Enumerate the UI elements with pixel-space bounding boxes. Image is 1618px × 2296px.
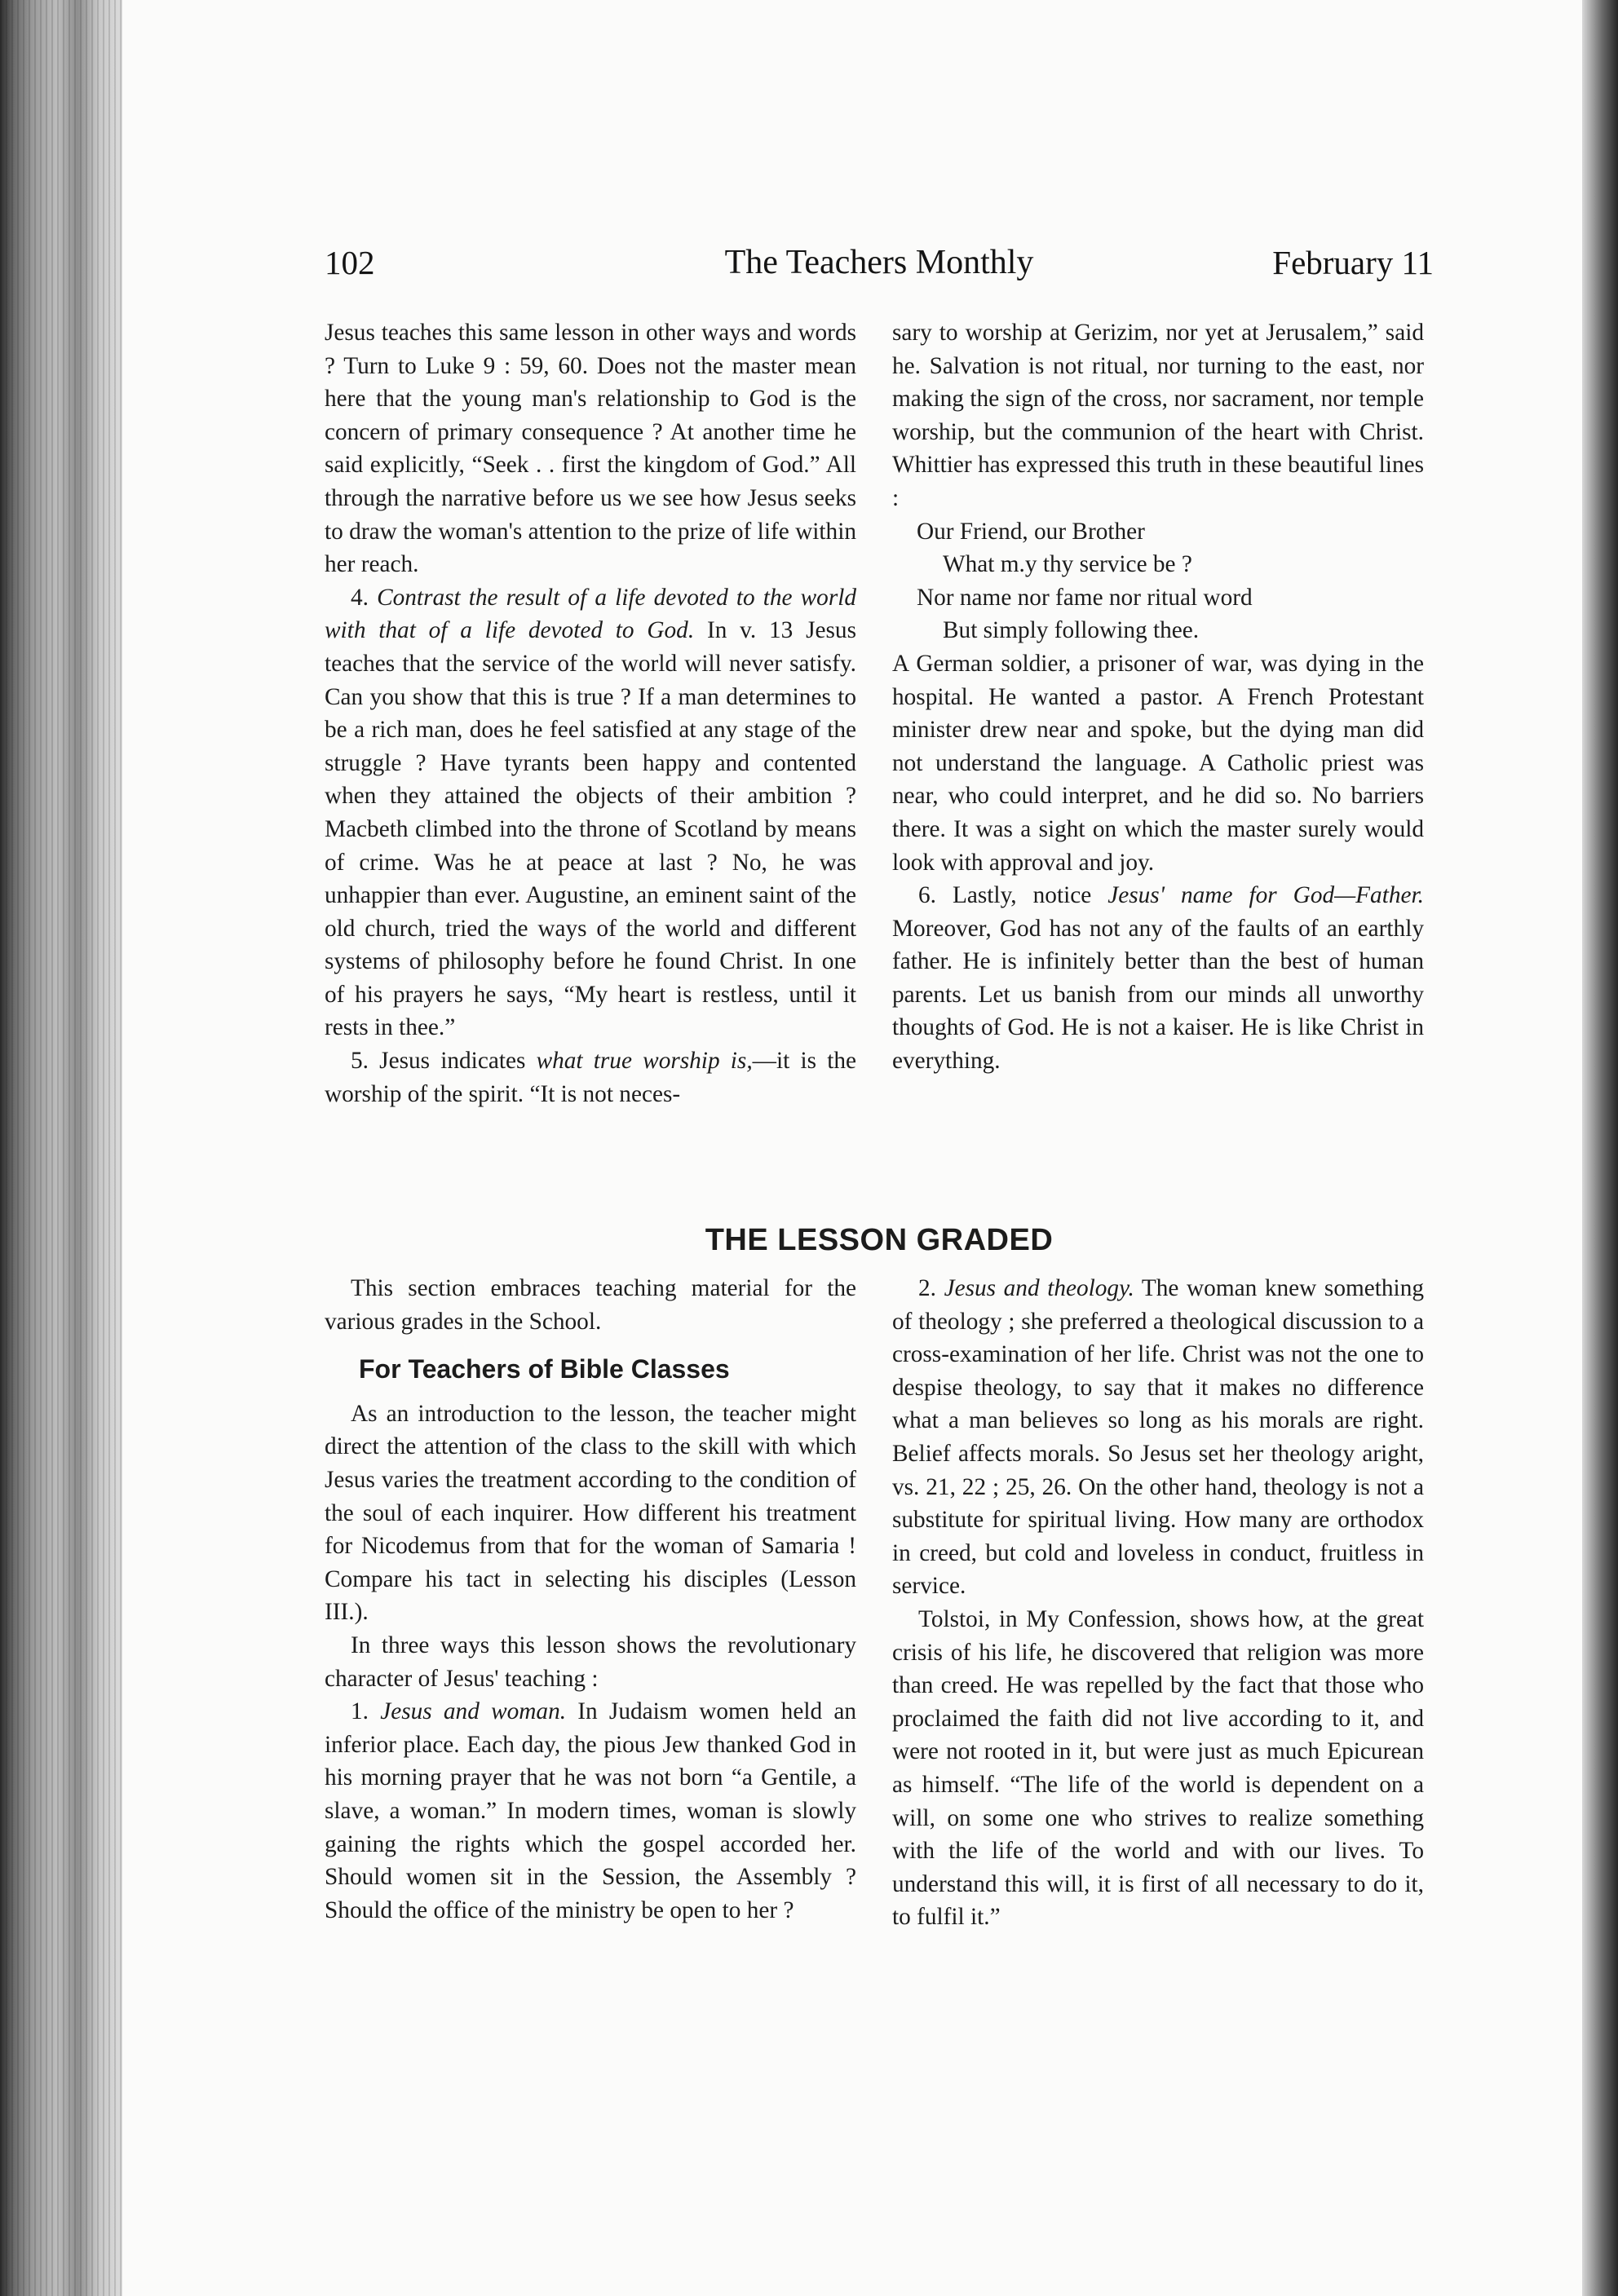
paragraph: Jesus teaches this same lesson in other ways and words ? Turn to Luke 9 : 59, 60. Does not the master mean here that the young man's relationship to God is the concern of primary consequence ? At another time he said explicitly, “Seek . . first the kingdom of God.” All through the narrative before us we see how Jesus seeks to draw the woman's attention to the prize of life within her reach. (325, 320, 856, 578)
top-left-column (325, 316, 856, 1110)
poem-line: Our Friend, our Brother (917, 518, 1145, 545)
paragraph: This section embraces teaching material for the various grades in the School. (325, 1275, 856, 1335)
paragraph: 4. Contrast the result of a life devoted to the world with that of a life devoted to God. In v. 13 Jesus teaches that the service of the world will never satisfy. Can you show that this is true ? If a man determines to be a rich man, does he feel satisfied at any stage of the struggle ? Have tyrants been happy and contented when they attained the objects of their ambition ? Macbeth climbed into the throne of Scotland by means of crime. Was he at peace at last ? No, he was unhappier than ever. Augustine, an eminent saint of the old church, tried the ways of the world and different systems of philosophy before he found Christ. In one of his prayers he says, “My heart is restless, until it rests in thee.” (325, 584, 857, 1041)
subheading: For Teachers of Bible Classes (359, 1354, 730, 1384)
paragraph: A German soldier, a prisoner of war, was dying in the hospital. He wanted a pastor. A French Protestant minister drew near and spoke, but the dying man did not understand the language. A Catholic priest was near, who could interpret, and he did so. No barriers there. It was a sight on which the master surely would look with approval and joy. (892, 650, 1424, 876)
paragraph: sary to worship at Gerizim, nor yet at Jerusalem,” said he. Salvation is not ritual, nor turning to the east, nor making the sign of the cross, nor sacrament, nor temple worship, but the communion of the heart with Christ. Whittier has expressed this truth in these beautiful lines : (892, 320, 1424, 511)
paragraph: In three ways this lesson shows the revolutionary character of Jesus' teaching : (325, 1631, 856, 1692)
poem-line: Nor name nor fame nor ritual word (917, 584, 1253, 611)
paragraph: 5. Jesus indicates what true worship is,—it is the worship of the spirit. “It is not neces- (325, 1048, 856, 1107)
publication-title: The Teachers Monthly (724, 244, 1034, 281)
paragraph: As an introduction to the lesson, the teacher might direct the attention of the class to the skill with which Jesus varies the treatment according to the condition of the soul of each inquirer. How different his treatment for Nicodemus from that for the woman of Samaria ! Compare his tact in selecting his disciples (Lesson III.). (325, 1400, 856, 1626)
paragraph: Tolstoi, in My Confession, shows how, at the great crisis of his life, he discovered that religion was more than creed. He was repelled by the fact that those who proclaimed the faith did not live according to it, and were not rooted in it, but were just as much Epicurean as himself. “The life of the world is dependent on a will, on some one who strives to realize something with the life of the world and with our lives. To understand this will, it is first of all necessary to do it, to fulfil it.” (892, 1605, 1424, 1931)
bottom-left-column (325, 1272, 856, 1927)
book-binding-edge (0, 0, 122, 2296)
issue-date: February 11 (1272, 244, 1434, 281)
bottom-right-column (892, 1272, 1424, 1934)
page-number: 102 (325, 244, 375, 281)
paragraph: 1. Jesus and woman. In Judaism women held an inferior place. Each day, the pious Jew thanked God in his morning prayer that he was not born “a Gentile, a slave, a woman.” In modern times, woman is slowly gaining the rights which the gospel accorded her. Should women sit in the Session, the Assembly ? Should the office of the ministry be open to her ? (325, 1698, 856, 1923)
section-title: THE LESSON GRADED (705, 1223, 1054, 1257)
paragraph: 2. Jesus and theology. The woman knew something of theology ; she preferred a theological discussion to a cross-examination of her life. Christ was not the one to despise theology, to say that it makes no difference what a man believes so long as his morals are right. Belief affects morals. So Jesus set her theology aright, vs. 21, 22 ; 25, 26. On the other hand, theology is not a substitute for spiritual living. How many are orthodox in creed, but cold and loveless in conduct, fruitless in service. (892, 1275, 1424, 1600)
paragraph: 6. Lastly, notice Jesus' name for God—Father. Moreover, God has not any of the faults of an earthly father. He is infinitely better than the best of human parents. Let us banish from our minds all unworthy thoughts of God. He is not a kaiser. He is like Christ in everything. (892, 882, 1424, 1075)
page-header (325, 243, 1434, 292)
poem (892, 515, 1424, 647)
page-right-shadow (1582, 0, 1618, 2296)
top-right-column (892, 316, 1424, 1078)
poem-line: But simply following thee. (943, 617, 1200, 644)
poem-line: What m.y thy service be ? (943, 551, 1192, 578)
